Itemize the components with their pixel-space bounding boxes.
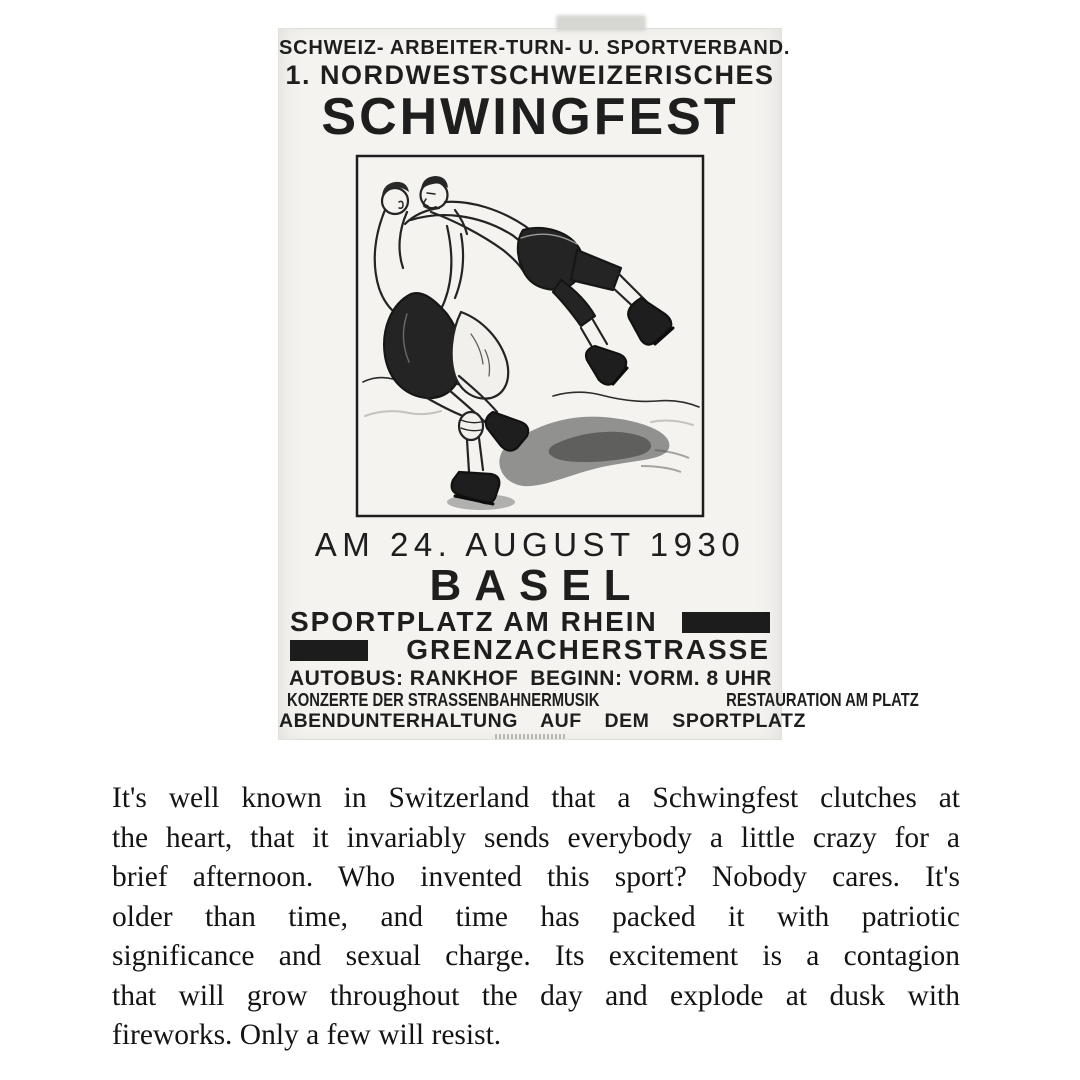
caption-line: brief afternoon. Who invented this sport? Nobody cares. It's — [112, 861, 960, 893]
caption-line: older than time, and time has packed it with patriotic — [112, 900, 960, 933]
info-line1-right: BEGINN: VORM. 8 UHR — [530, 667, 772, 690]
black-bar — [290, 640, 368, 661]
poster-venue-line1 — [279, 606, 781, 637]
poster-event-line: 1. NORDWESTSCHWEIZERISCHES — [285, 60, 775, 90]
caption-line: It's well known in Switzerland that a Schwingfest clutches at — [112, 782, 960, 814]
venue-line2-text: GRENZACHERSTRASSE — [406, 634, 770, 665]
poster-info-line3: ABENDUNTERHALTUNG AUF DEM SPORTPLATZ — [279, 710, 806, 732]
schwingfest-poster — [278, 28, 919, 740]
poster-city: BASEL — [429, 561, 644, 610]
printer-mark — [495, 734, 567, 739]
caption-line: that will grow throughout the day and explode at dusk with — [112, 979, 960, 1012]
caption-line: significance and sexual charge. Its excitement is a contagion — [112, 940, 960, 972]
info-line1-left: AUTOBUS: RANKHOF — [289, 667, 519, 690]
scan-smudge — [556, 15, 646, 31]
info-line2-left: KONZERTE DER STRASSENBAHNERMUSIK — [287, 689, 600, 710]
poster-date-line: AM 24. AUGUST 1930 — [314, 526, 746, 563]
wrestlers-illustration — [355, 154, 705, 518]
venue-line1-text: SPORTPLATZ AM RHEIN — [290, 606, 658, 637]
poster-venue-line2 — [279, 634, 781, 665]
caption-line: fireworks. Only a few will resist. — [112, 1019, 502, 1051]
caption-line: the heart, that it invariably sends everybody a little crazy for a — [112, 821, 960, 854]
caption-paragraph — [112, 779, 960, 1056]
poster-info-line1 — [279, 668, 781, 690]
poster-info-line2 — [279, 689, 919, 710]
poster-organization-line: SCHWEIZ- ARBEITER-TURN- U. SPORTVERBAND. — [279, 37, 791, 59]
black-bar — [682, 612, 770, 633]
info-line2-right: RESTAURATION AM PLATZ — [725, 689, 919, 710]
poster-title: SCHWINGFEST — [321, 88, 739, 146]
